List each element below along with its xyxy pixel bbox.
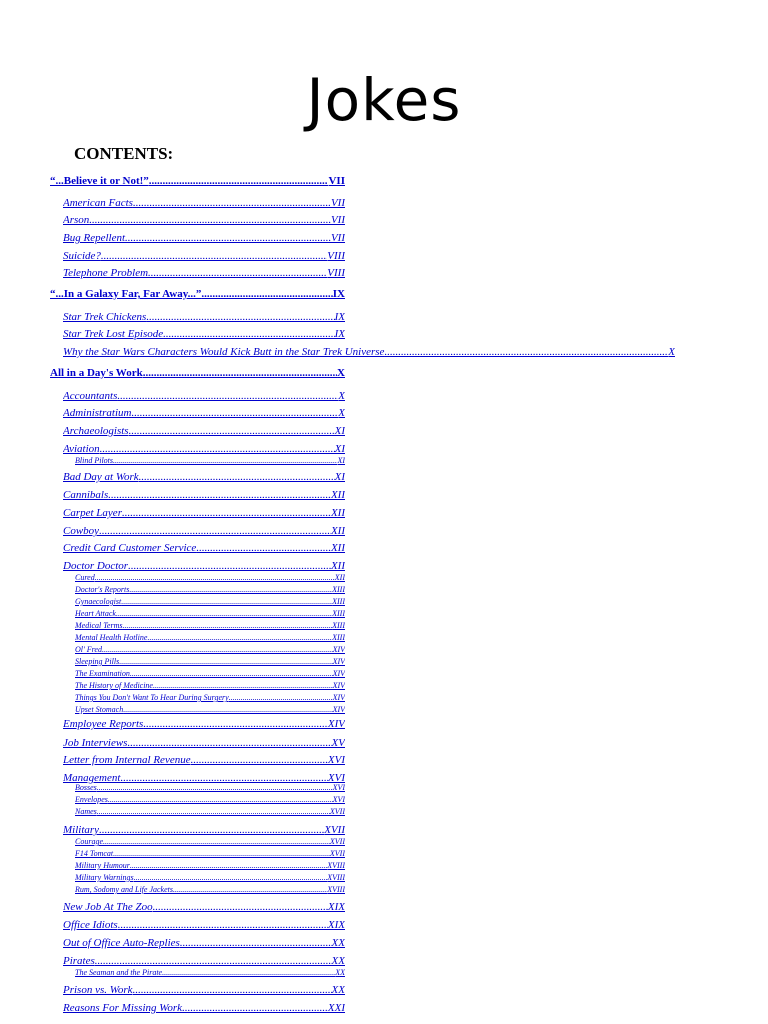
toc-entry-page-number: XI	[334, 425, 345, 437]
toc-entry-label: Prison vs. Work	[63, 984, 133, 996]
toc-dot-leader	[191, 752, 328, 768]
toc-entry-page-number: XVII	[329, 807, 345, 816]
toc-dot-leader	[129, 423, 335, 439]
toc-dot-leader	[163, 326, 334, 342]
toc-entry[interactable]	[75, 620, 345, 631]
toc-dot-leader	[173, 884, 327, 895]
toc-entry-label: Cannibals	[63, 489, 109, 501]
toc-entry-label: Ol' Fred	[75, 645, 102, 654]
toc-dot-leader	[116, 608, 332, 619]
toc-entry-label: The History of Medicine	[75, 681, 153, 690]
toc-entry-page-number: XI	[337, 456, 345, 465]
toc-entry-label: New Job At The Zoo	[63, 901, 153, 913]
toc-entry[interactable]	[75, 794, 345, 805]
toc-entry-label: Aviation	[63, 443, 100, 455]
toc-dot-leader	[101, 248, 327, 264]
toc-entry-page-number: XX	[331, 984, 345, 996]
toc-entry-label: Medical Terms	[75, 621, 123, 630]
toc-entry-page-number: X	[338, 390, 345, 402]
toc-entry[interactable]	[63, 716, 345, 732]
toc-entry[interactable]	[75, 572, 345, 583]
toc-entry-page-number: XII	[334, 573, 345, 582]
toc-dot-leader	[108, 487, 331, 503]
toc-entry[interactable]	[75, 692, 345, 703]
toc-entry-label: Star Trek Chickens	[63, 311, 147, 323]
toc-entry-label: Blind Pilots	[75, 456, 113, 465]
toc-entry[interactable]	[50, 366, 345, 380]
toc-entry-page-number: XI	[334, 471, 345, 483]
toc-dot-leader	[229, 692, 333, 703]
toc-entry[interactable]	[63, 505, 345, 521]
toc-entry-label: Telephone Problem	[63, 267, 149, 279]
toc-dot-leader	[122, 505, 331, 521]
toc-entry-page-number: XII	[330, 507, 345, 519]
toc-dot-leader	[148, 265, 327, 281]
toc-entry[interactable]	[63, 423, 345, 439]
toc-entry-page-number: IX	[334, 328, 345, 340]
toc-entry[interactable]	[63, 540, 345, 556]
toc-entry-label: Military	[63, 824, 100, 836]
toc-dot-leader	[117, 388, 338, 404]
toc-entry[interactable]	[75, 848, 345, 859]
toc-dot-leader	[119, 656, 332, 667]
toc-entry-page-number: XIV	[332, 705, 345, 714]
toc-entry-label: Bad Day at Work	[63, 471, 139, 483]
toc-entry[interactable]	[75, 836, 345, 847]
toc-entry-page-number: VIII	[327, 250, 345, 262]
toc-dot-leader	[201, 287, 332, 301]
toc-entry-label: Things You Don't Want To Hear During Surgery	[75, 693, 229, 702]
toc-entry-label: The Seaman and the Pirate	[75, 968, 163, 977]
toc-dot-leader	[131, 405, 338, 421]
toc-dot-leader	[97, 782, 333, 793]
document-title: Jokes	[306, 66, 462, 134]
toc-entry-label: Doctor Doctor	[63, 560, 129, 572]
toc-entry[interactable]	[63, 523, 345, 539]
toc-entry-page-number: XIII	[332, 633, 345, 642]
toc-entry-page-number: XIII	[332, 597, 345, 606]
toc-entry-label: Credit Card Customer Service	[63, 542, 197, 554]
toc-entry-label: Bosses	[75, 783, 97, 792]
toc-dot-leader	[139, 469, 335, 485]
toc-entry-label: Doctor's Reports	[75, 585, 130, 594]
toc-entry-label: Upset Stomach	[75, 705, 124, 714]
contents-heading: CONTENTS:	[74, 144, 174, 163]
toc-entry-page-number: XIV	[332, 681, 345, 690]
toc-entry-page-number: VII	[330, 214, 345, 226]
toc-entry-page-number: XIII	[332, 621, 345, 630]
toc-entry-label: All in a Day's Work	[50, 367, 143, 379]
toc-entry-label: Why the Star Wars Characters Would Kick Butt in the Star Trek Universe	[63, 346, 385, 358]
toc-entry-page-number: XX	[335, 968, 345, 977]
toc-entry[interactable]	[75, 656, 345, 667]
toc-entry-label: “...In a Galaxy Far, Far Away...”	[50, 288, 202, 300]
toc-entry-page-number: XII	[330, 525, 345, 537]
toc-entry[interactable]	[63, 735, 345, 751]
toc-entry-page-number: XII	[330, 560, 345, 572]
toc-dot-leader	[95, 572, 335, 583]
toc-entry-label: Bug Repellent	[63, 232, 126, 244]
toc-entry-label: Mental Health Hotline	[75, 633, 148, 642]
toc-dot-leader	[153, 680, 333, 691]
toc-dot-leader	[162, 967, 335, 978]
toc-entry-label: Employee Reports	[63, 718, 144, 730]
toc-entry-label: Cowboy	[63, 525, 100, 537]
toc-entry-label: Office Idiots	[63, 919, 118, 931]
toc-entry[interactable]	[63, 388, 345, 404]
toc-entry-page-number: XII	[330, 542, 345, 554]
toc-entry[interactable]	[63, 469, 345, 485]
toc-entry[interactable]	[50, 287, 345, 301]
toc-entry-label: Military Warnings	[75, 873, 134, 882]
toc-entry-page-number: XIV	[332, 645, 345, 654]
toc-dot-leader	[146, 309, 334, 325]
toc-dot-leader	[143, 716, 328, 732]
toc-entry-label: Suicide?	[63, 250, 101, 262]
toc-entry[interactable]	[63, 230, 345, 246]
toc-entry-page-number: X	[338, 407, 345, 419]
toc-dot-leader	[130, 668, 333, 679]
toc-dot-leader	[130, 860, 327, 871]
toc-entry-page-number: XIV	[332, 693, 345, 702]
toc-entry[interactable]	[63, 917, 345, 933]
toc-entry[interactable]	[75, 782, 345, 793]
toc-entry-page-number: XVIII	[327, 873, 345, 882]
toc-entry[interactable]	[63, 982, 345, 998]
toc-dot-leader	[89, 212, 331, 228]
toc-dot-leader	[125, 230, 331, 246]
toc-entry[interactable]	[63, 405, 345, 421]
toc-dot-leader	[182, 1000, 328, 1016]
toc-entry[interactable]	[63, 212, 345, 228]
toc-entry[interactable]	[63, 899, 345, 915]
toc-entry-page-number: XVI	[332, 783, 345, 792]
toc-entry-page-number: XV	[331, 737, 345, 749]
toc-entry[interactable]	[75, 884, 345, 895]
toc-entry-page-number: VII	[330, 232, 345, 244]
toc-entry-label: Arson	[63, 214, 90, 226]
toc-entry-page-number: XVI	[332, 795, 345, 804]
toc-entry-page-number: X	[668, 346, 675, 358]
toc-entry-label: Archaeologists	[63, 425, 129, 437]
toc-entry[interactable]	[75, 608, 345, 619]
toc-entry-label: Carpet Layer	[63, 507, 122, 519]
toc-dot-leader	[99, 523, 331, 539]
toc-entry[interactable]	[75, 596, 345, 607]
toc-entry-label: Envelopes	[75, 795, 108, 804]
toc-entry[interactable]	[75, 632, 345, 643]
toc-dot-leader	[133, 982, 332, 998]
toc-dot-leader	[122, 620, 332, 631]
toc-entry-page-number: XIV	[332, 669, 345, 678]
toc-dot-leader	[129, 584, 332, 595]
toc-entry-label: Names	[75, 807, 97, 816]
toc-dot-leader	[147, 632, 332, 643]
toc-dot-leader	[113, 455, 337, 466]
toc-entry[interactable]	[63, 344, 675, 360]
toc-entry-label: Courage	[75, 837, 103, 846]
toc-entry-page-number: XIX	[327, 919, 345, 931]
toc-entry[interactable]	[75, 668, 345, 679]
toc-dot-leader	[180, 935, 332, 951]
toc-entry-page-number: X	[337, 367, 345, 379]
toc-entry[interactable]	[75, 967, 345, 978]
toc-entry-page-number: XVII	[324, 824, 345, 836]
toc-entry[interactable]	[75, 455, 345, 466]
toc-entry-label: Rum, Sodomy and Life Jackets	[75, 885, 173, 894]
toc-entry-label: Reasons For Missing Work	[63, 1002, 183, 1014]
toc-entry-page-number: XVIII	[327, 861, 345, 870]
toc-entry-page-number: XIII	[332, 609, 345, 618]
toc-entry-page-number: XVI	[327, 754, 345, 766]
toc-entry-page-number: XVI	[327, 772, 345, 784]
toc-entry-page-number: IX	[334, 311, 345, 323]
toc-entry-label: Accountants	[63, 390, 118, 402]
toc-dot-leader	[127, 735, 331, 751]
toc-entry[interactable]	[63, 248, 345, 264]
toc-entry-page-number: XIX	[327, 901, 345, 913]
toc-entry-page-number: XIII	[332, 585, 345, 594]
toc-entry-label: Gynaecologist	[75, 597, 122, 606]
toc-entry-label: Star Trek Lost Episode	[63, 328, 164, 340]
toc-entry-label: The Examination	[75, 669, 130, 678]
toc-entry-label: Military Humour	[75, 861, 130, 870]
toc-entry-label: Out of Office Auto-Replies	[63, 937, 180, 949]
toc-dot-leader	[149, 174, 329, 188]
toc-dot-leader	[196, 540, 331, 556]
toc-entry-label: “...Believe it or Not!”	[50, 175, 149, 187]
toc-entry[interactable]	[63, 1000, 345, 1016]
toc-entry[interactable]	[75, 680, 345, 691]
toc-entry[interactable]	[75, 644, 345, 655]
toc-entry-label: Pirates	[63, 955, 95, 967]
toc-entry-label: Job Interviews	[63, 737, 128, 749]
toc-entry-page-number: VII	[330, 197, 345, 209]
toc-entry-label: F14 Tomcat	[75, 849, 114, 858]
toc-entry-page-number: XXI	[327, 1002, 345, 1014]
toc-entry-page-number: XI	[334, 443, 345, 455]
toc-entry[interactable]	[75, 806, 345, 817]
toc-entry[interactable]	[63, 309, 345, 325]
toc-dot-leader	[118, 917, 328, 933]
toc-entry-page-number: VII	[328, 175, 345, 187]
toc-entry-label: Management	[63, 772, 121, 784]
toc-entry[interactable]	[75, 584, 345, 595]
toc-entry-page-number: XX	[331, 937, 345, 949]
toc-entry-page-number: XVIII	[327, 885, 345, 894]
toc-entry[interactable]	[75, 872, 345, 883]
toc-dot-leader	[121, 596, 332, 607]
toc-entry-page-number: XVII	[329, 837, 345, 846]
toc-dot-leader	[108, 794, 333, 805]
toc-entry-label: American Facts	[63, 197, 133, 209]
toc-dot-leader	[133, 195, 331, 211]
toc-entry[interactable]	[75, 860, 345, 871]
toc-dot-leader	[102, 644, 333, 655]
toc-dot-leader	[153, 899, 328, 915]
toc-entry[interactable]	[63, 487, 345, 503]
toc-entry-page-number: XII	[330, 489, 345, 501]
toc-dot-leader	[97, 806, 330, 817]
toc-dot-leader	[134, 872, 328, 883]
toc-entry-label: Cured	[75, 573, 95, 582]
toc-entry-label: Sleeping Pills	[75, 657, 120, 666]
toc-entry[interactable]	[63, 935, 345, 951]
toc-entry[interactable]	[50, 174, 345, 188]
toc-entry-label: Heart Attack	[75, 609, 116, 618]
toc-entry-page-number: XVII	[329, 849, 345, 858]
toc-dot-leader	[113, 848, 330, 859]
toc-dot-leader	[123, 704, 332, 715]
toc-entry-page-number: XX	[331, 955, 345, 967]
toc-entry[interactable]	[63, 265, 345, 281]
toc-dot-leader	[143, 366, 337, 380]
toc-entry-page-number: IX	[332, 288, 345, 300]
toc-entry-page-number: XIV	[327, 718, 345, 730]
toc-entry-label: Letter from Internal Revenue	[63, 754, 191, 766]
toc-entry-page-number: XIV	[332, 657, 345, 666]
toc-entry-label: Administratium	[63, 407, 132, 419]
toc-dot-leader	[384, 344, 668, 360]
toc-entry[interactable]	[63, 195, 345, 211]
toc-entry[interactable]	[63, 326, 345, 342]
toc-entry[interactable]	[75, 704, 345, 715]
toc-entry[interactable]	[63, 752, 345, 768]
toc-entry-page-number: VIII	[327, 267, 345, 279]
toc-dot-leader	[103, 836, 330, 847]
